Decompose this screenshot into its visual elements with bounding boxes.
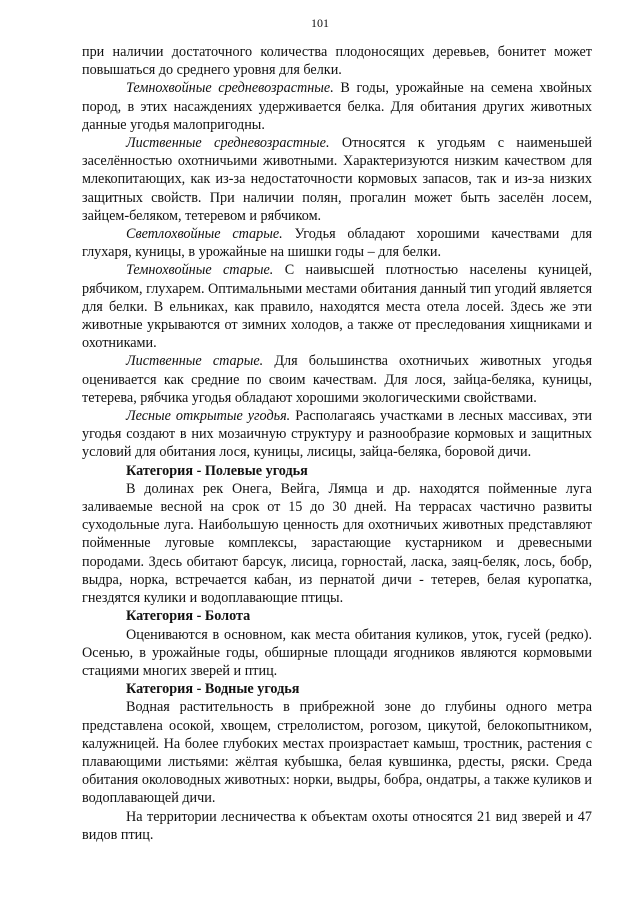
paragraph-text: Угодья обладают хорошими качествами для глухаря, куницы, в урожайные на шишки годы – для белки.: [82, 226, 592, 261]
paragraph-text: Для большинства охотничьих животных угодья оценивается как средние по своим качествам. Для лося, зайца-беляка, куницы, тетерева, рябчика угодья обладают хорошими экологическими свойствами.: [82, 353, 593, 406]
paragraph: Оцениваются в основном, как места обитания куликов, уток, гусей (редко). Осенью, в урожайные годы, обширные площади ягодников являются кормовыми стациями многих зверей и птиц.: [82, 626, 592, 679]
paragraph: [82, 352, 592, 407]
habitat-type-term: Темнохвойные старые.: [126, 262, 274, 279]
paragraph: В долинах рек Онега, Вейга, Лямца и др. находятся пойменные луга заливаемые весной на срок от 15 до 30 дней. На террасах частично развиты суходольные луга. Наибольшую ценность для охотничьих животных представляют пойменные луговые комплексы, зарастающие кустарником и древесными породами. Здесь обитают барсук, лисица, горностай, ласка, заяц-беляк, лось, бобр, выдра, норка, встречается кабан, из пернатой дичи - тетерев, белая куропатка, гнездятся кулики и водоплавающие птицы.: [82, 480, 592, 607]
paragraph: [82, 43, 592, 79]
paragraph: [82, 261, 592, 352]
section-heading-swamps: Категория - Болота: [126, 608, 251, 625]
paragraph-text: С наивысшей плотностью населены куницей, рябчиком, глухарем. Оптимальными местами обитания данный тип угодий является для белки. В ельниках, как правило, находятся места отела лосей. Здесь же эти животные укрываются от зимних холодов, а также от преследования хищниками и охотниками.: [82, 262, 592, 352]
habitat-type-term: Светлохвойные старые.: [126, 226, 283, 243]
paragraph: На территории лесничества к объектам охоты относятся 21 вид зверей и 47 видов птиц.: [82, 808, 592, 843]
habitat-type-term: Лиственные средневозрастные.: [126, 135, 330, 152]
paragraph-text: Относятся к угодьям с наименьшей заселённостью охотничьими животными. Характеризуются низким качеством для млекопитающих, как из-за недостаточности кормовых запасов, так и из-за низких защитных свойств. При наличии полян, прогалин может быть заселён лосем, зайцем-беляком, тетеревом и рябчиком.: [82, 135, 592, 224]
paragraph-text: при наличии достаточного количества плодоносящих деревьев, бонитет может повышаться до среднего уровня для белки.: [82, 44, 592, 79]
paragraph: [82, 225, 592, 261]
page-content: [82, 43, 592, 844]
paragraph-text: В годы, урожайные на семена хвойных пород, в этих насаждениях удерживается белка. Для обитания других животных данные угодья малопригодны.: [82, 80, 592, 133]
habitat-type-term: Лиственные старые.: [126, 353, 264, 370]
habitat-type-term: Лесные открытые угодья.: [126, 408, 291, 425]
section-heading-fields: Категория - Полевые угодья: [126, 462, 308, 479]
habitat-type-term: Темнохвойные средневозрастные.: [126, 80, 334, 97]
paragraph: [82, 134, 592, 225]
page-number: 101: [311, 16, 329, 30]
paragraph: [82, 407, 592, 462]
section-heading-water: Категория - Водные угодья: [126, 681, 300, 698]
paragraph-text: Располагаясь участками в лесных массивах, эти угодья создают в них мозаичную структуру и разнообразие кормовых и защитных условий для обитания лося, куницы, лисицы, зайца-беляка, боровой дичи.: [82, 408, 592, 461]
paragraph: [82, 79, 592, 134]
paragraph: Водная растительность в прибрежной зоне до глубины одного метра представлена осокой, хвощем, стрелолистом, рогозом, цикутой, белокопытником, калужницей. На более глубоких местах произрастает камыш, тростник, растения с плавающими листьями: жёлтая кубышка, белая кувшинка, рдесты, ряски. Среда обитания околоводных животных: норки, выдры, бобра, ондатры, а также куликов и водоплавающей дичи.: [82, 699, 592, 807]
